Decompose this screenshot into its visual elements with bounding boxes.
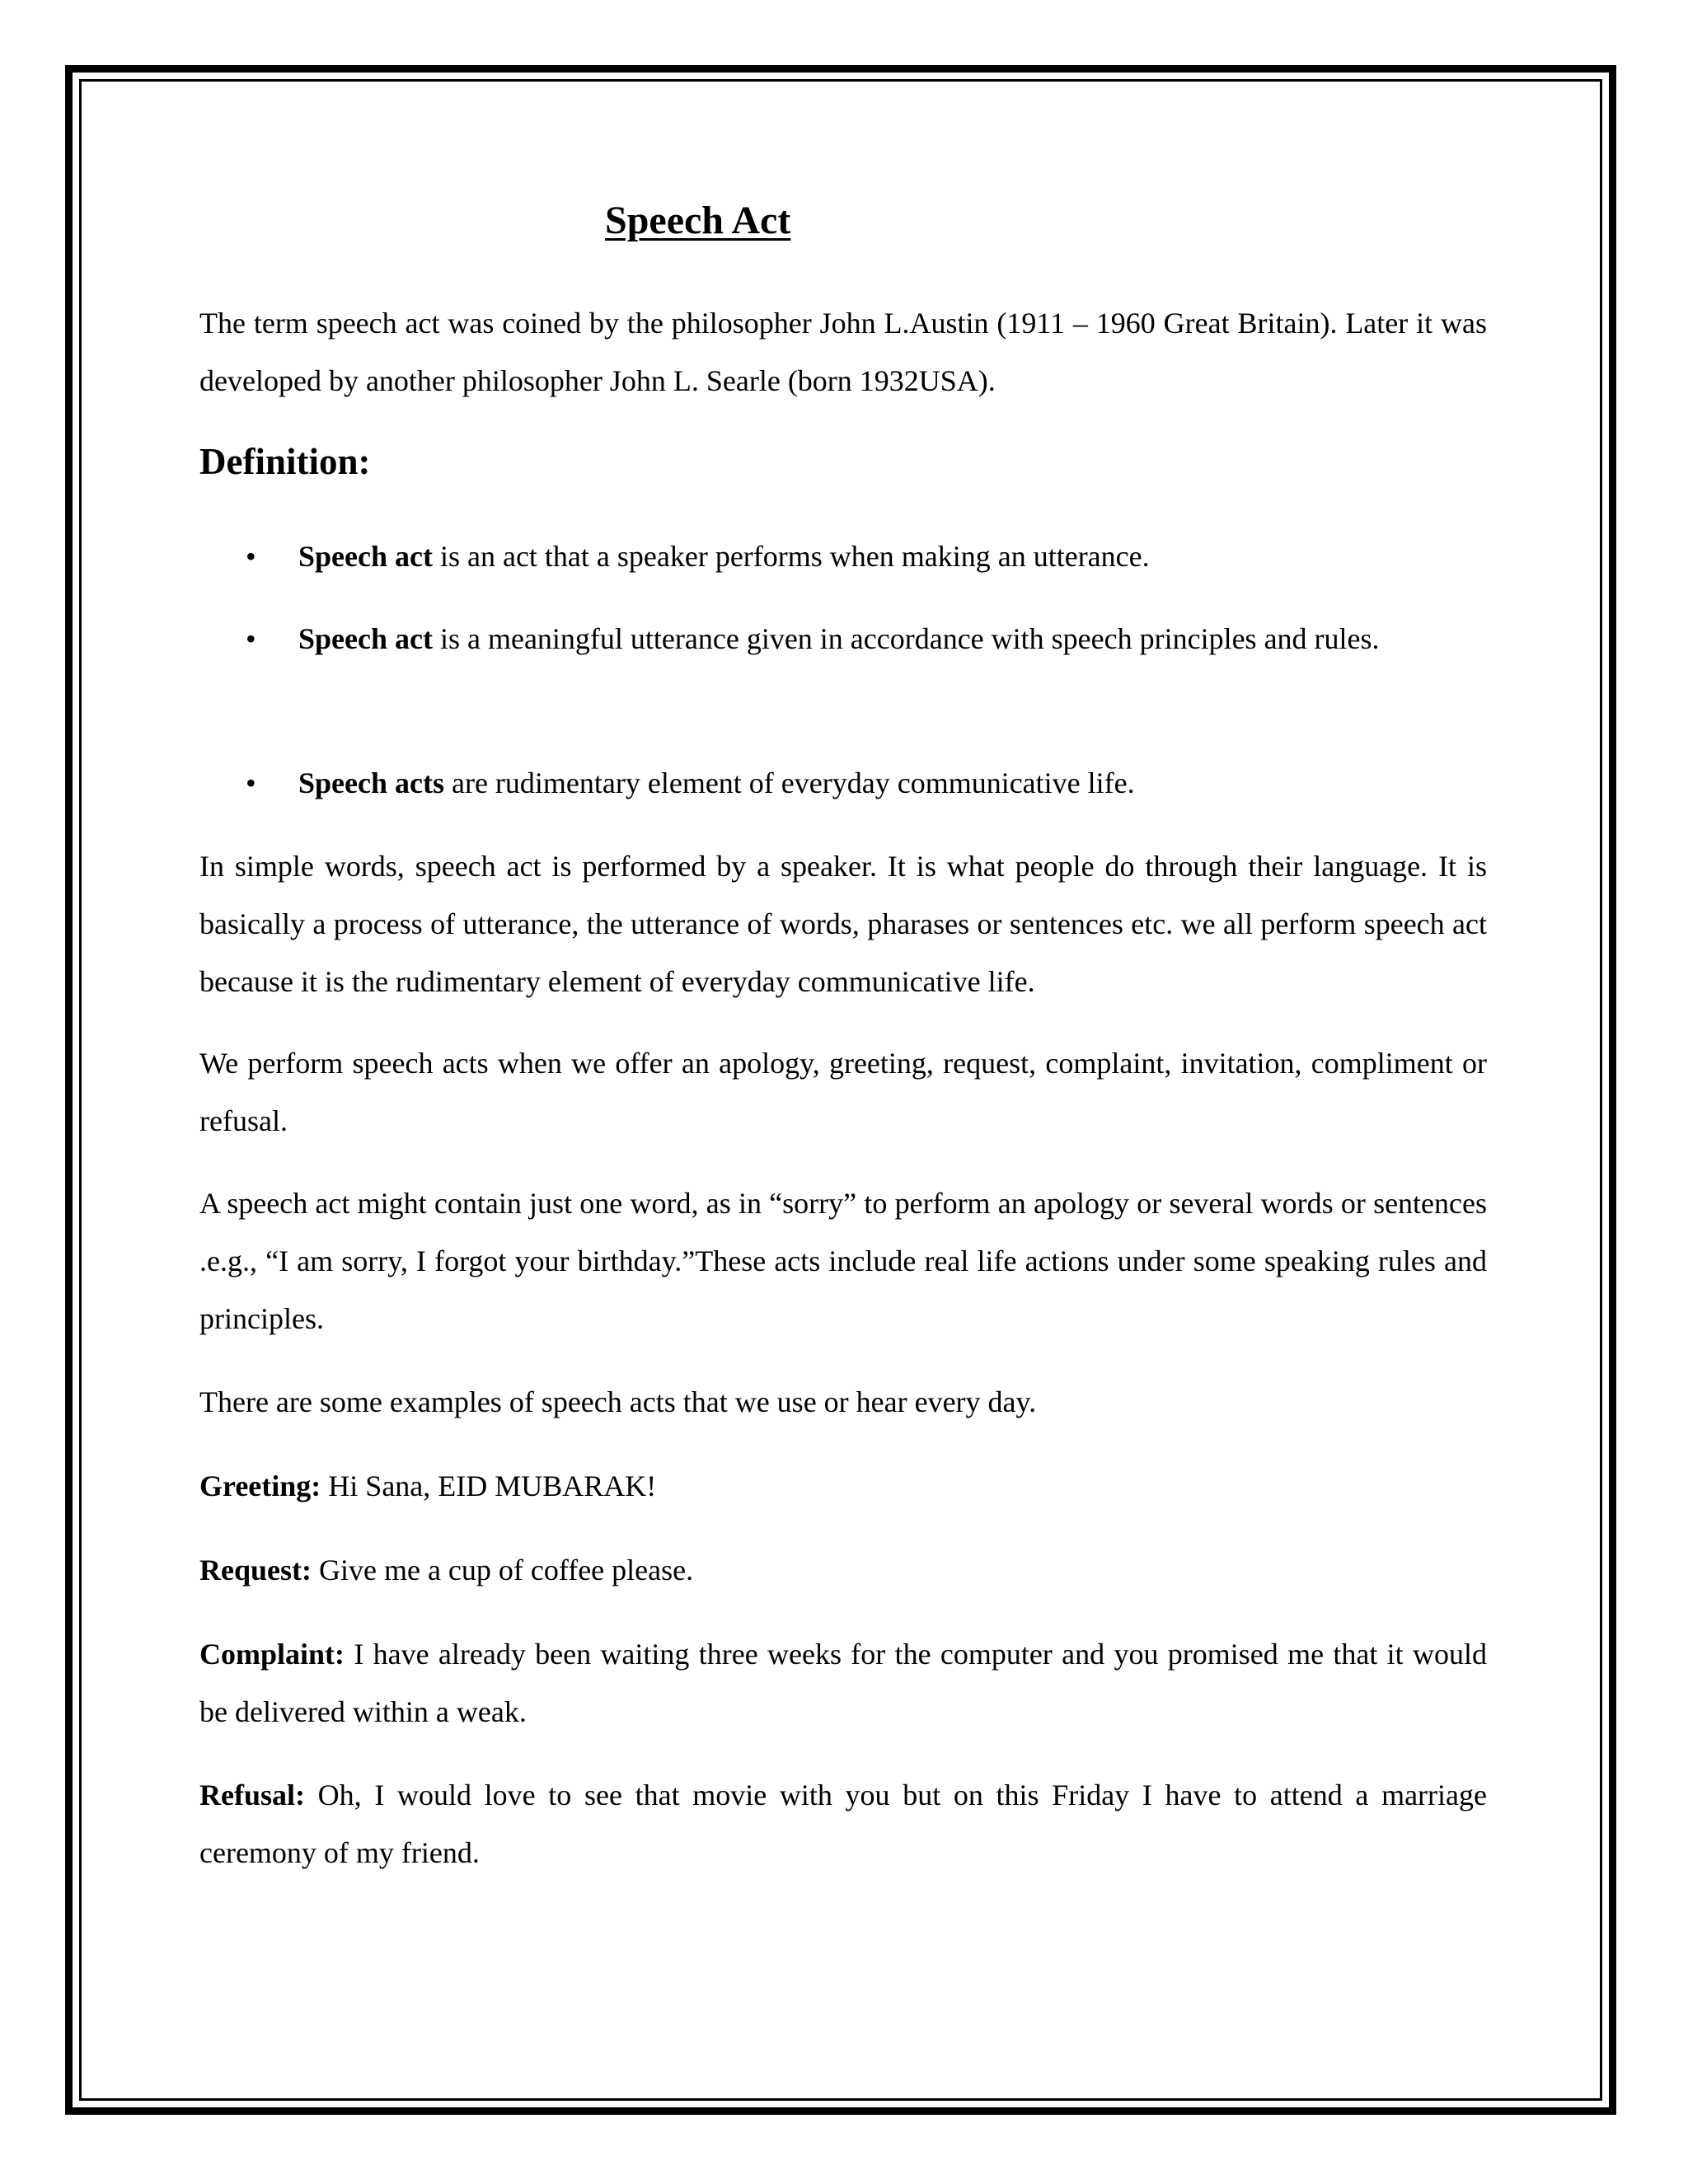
bullet-term: Speech act: [298, 622, 433, 655]
paragraph-simple-words: In simple words, speech act is performed by a speaker. It is what people do through their language. It is basically a process of utterance, the utterance of words, pharases or sentences etc. we all perform speech act because it is the rudimentary element of everyday communicative life.: [199, 850, 1487, 998]
definition-bullet-3: [298, 754, 1487, 812]
example-greeting: [199, 1457, 1487, 1515]
page-title: Speech Act: [605, 199, 791, 242]
example-text: Give me a cup of coffee please.: [311, 1554, 694, 1586]
example-text: Hi Sana, EID MUBARAK!: [321, 1469, 657, 1502]
example-text: I have already been waiting three weeks for the computer and you promised me that it would be delivered within a weak.: [199, 1638, 1487, 1728]
example-text: Oh, I would love to see that movie with you but on this Friday I have to attend a marriage ceremony of my friend.: [199, 1779, 1487, 1869]
bullet-glyph-1: •: [246, 540, 256, 573]
bullet-text: are rudimentary element of everyday communicative life.: [443, 766, 1135, 799]
bullet-glyph-2: •: [246, 622, 256, 655]
paragraph-one-word: A speech act might contain just one word, as in “sorry” to perform an apology or several words or sentences .e.g., “I am sorry, I forgot your birthday.”These acts include real life actions under some speaking rules and principles.: [199, 1187, 1487, 1335]
example-label: Complaint:: [199, 1638, 345, 1671]
example-refusal: [199, 1766, 1487, 1882]
definition-bullet-2: [298, 610, 1487, 668]
example-request: [199, 1541, 1487, 1599]
definition-heading: Definition:: [199, 441, 371, 482]
example-label: Greeting:: [199, 1469, 321, 1502]
bullet-term: Speech acts: [298, 766, 444, 799]
bullet-text: is a meaningful utterance given in accordance with speech principles and rules.: [432, 622, 1380, 655]
example-complaint: [199, 1625, 1487, 1741]
bullet-glyph-3: •: [246, 766, 256, 799]
bullet-text: is an act that a speaker performs when making an utterance.: [432, 540, 1150, 573]
example-label: Refusal:: [199, 1779, 305, 1811]
paragraph-perform: We perform speech acts when we offer an apology, greeting, request, complaint, invitation, compliment or refusal.: [199, 1047, 1487, 1137]
definition-bullet-1: [298, 527, 1487, 585]
example-label: Request:: [199, 1554, 312, 1586]
paragraph-examples-intro: There are some examples of speech acts that we use or hear every day.: [199, 1385, 1037, 1418]
intro-paragraph: The term speech act was coined by the philosopher John L.Austin (1911 – 1960 Great Britain). Later it was developed by another philosopher John L. Searle (born 1932USA).: [199, 307, 1487, 397]
bullet-term: Speech act: [298, 540, 433, 573]
